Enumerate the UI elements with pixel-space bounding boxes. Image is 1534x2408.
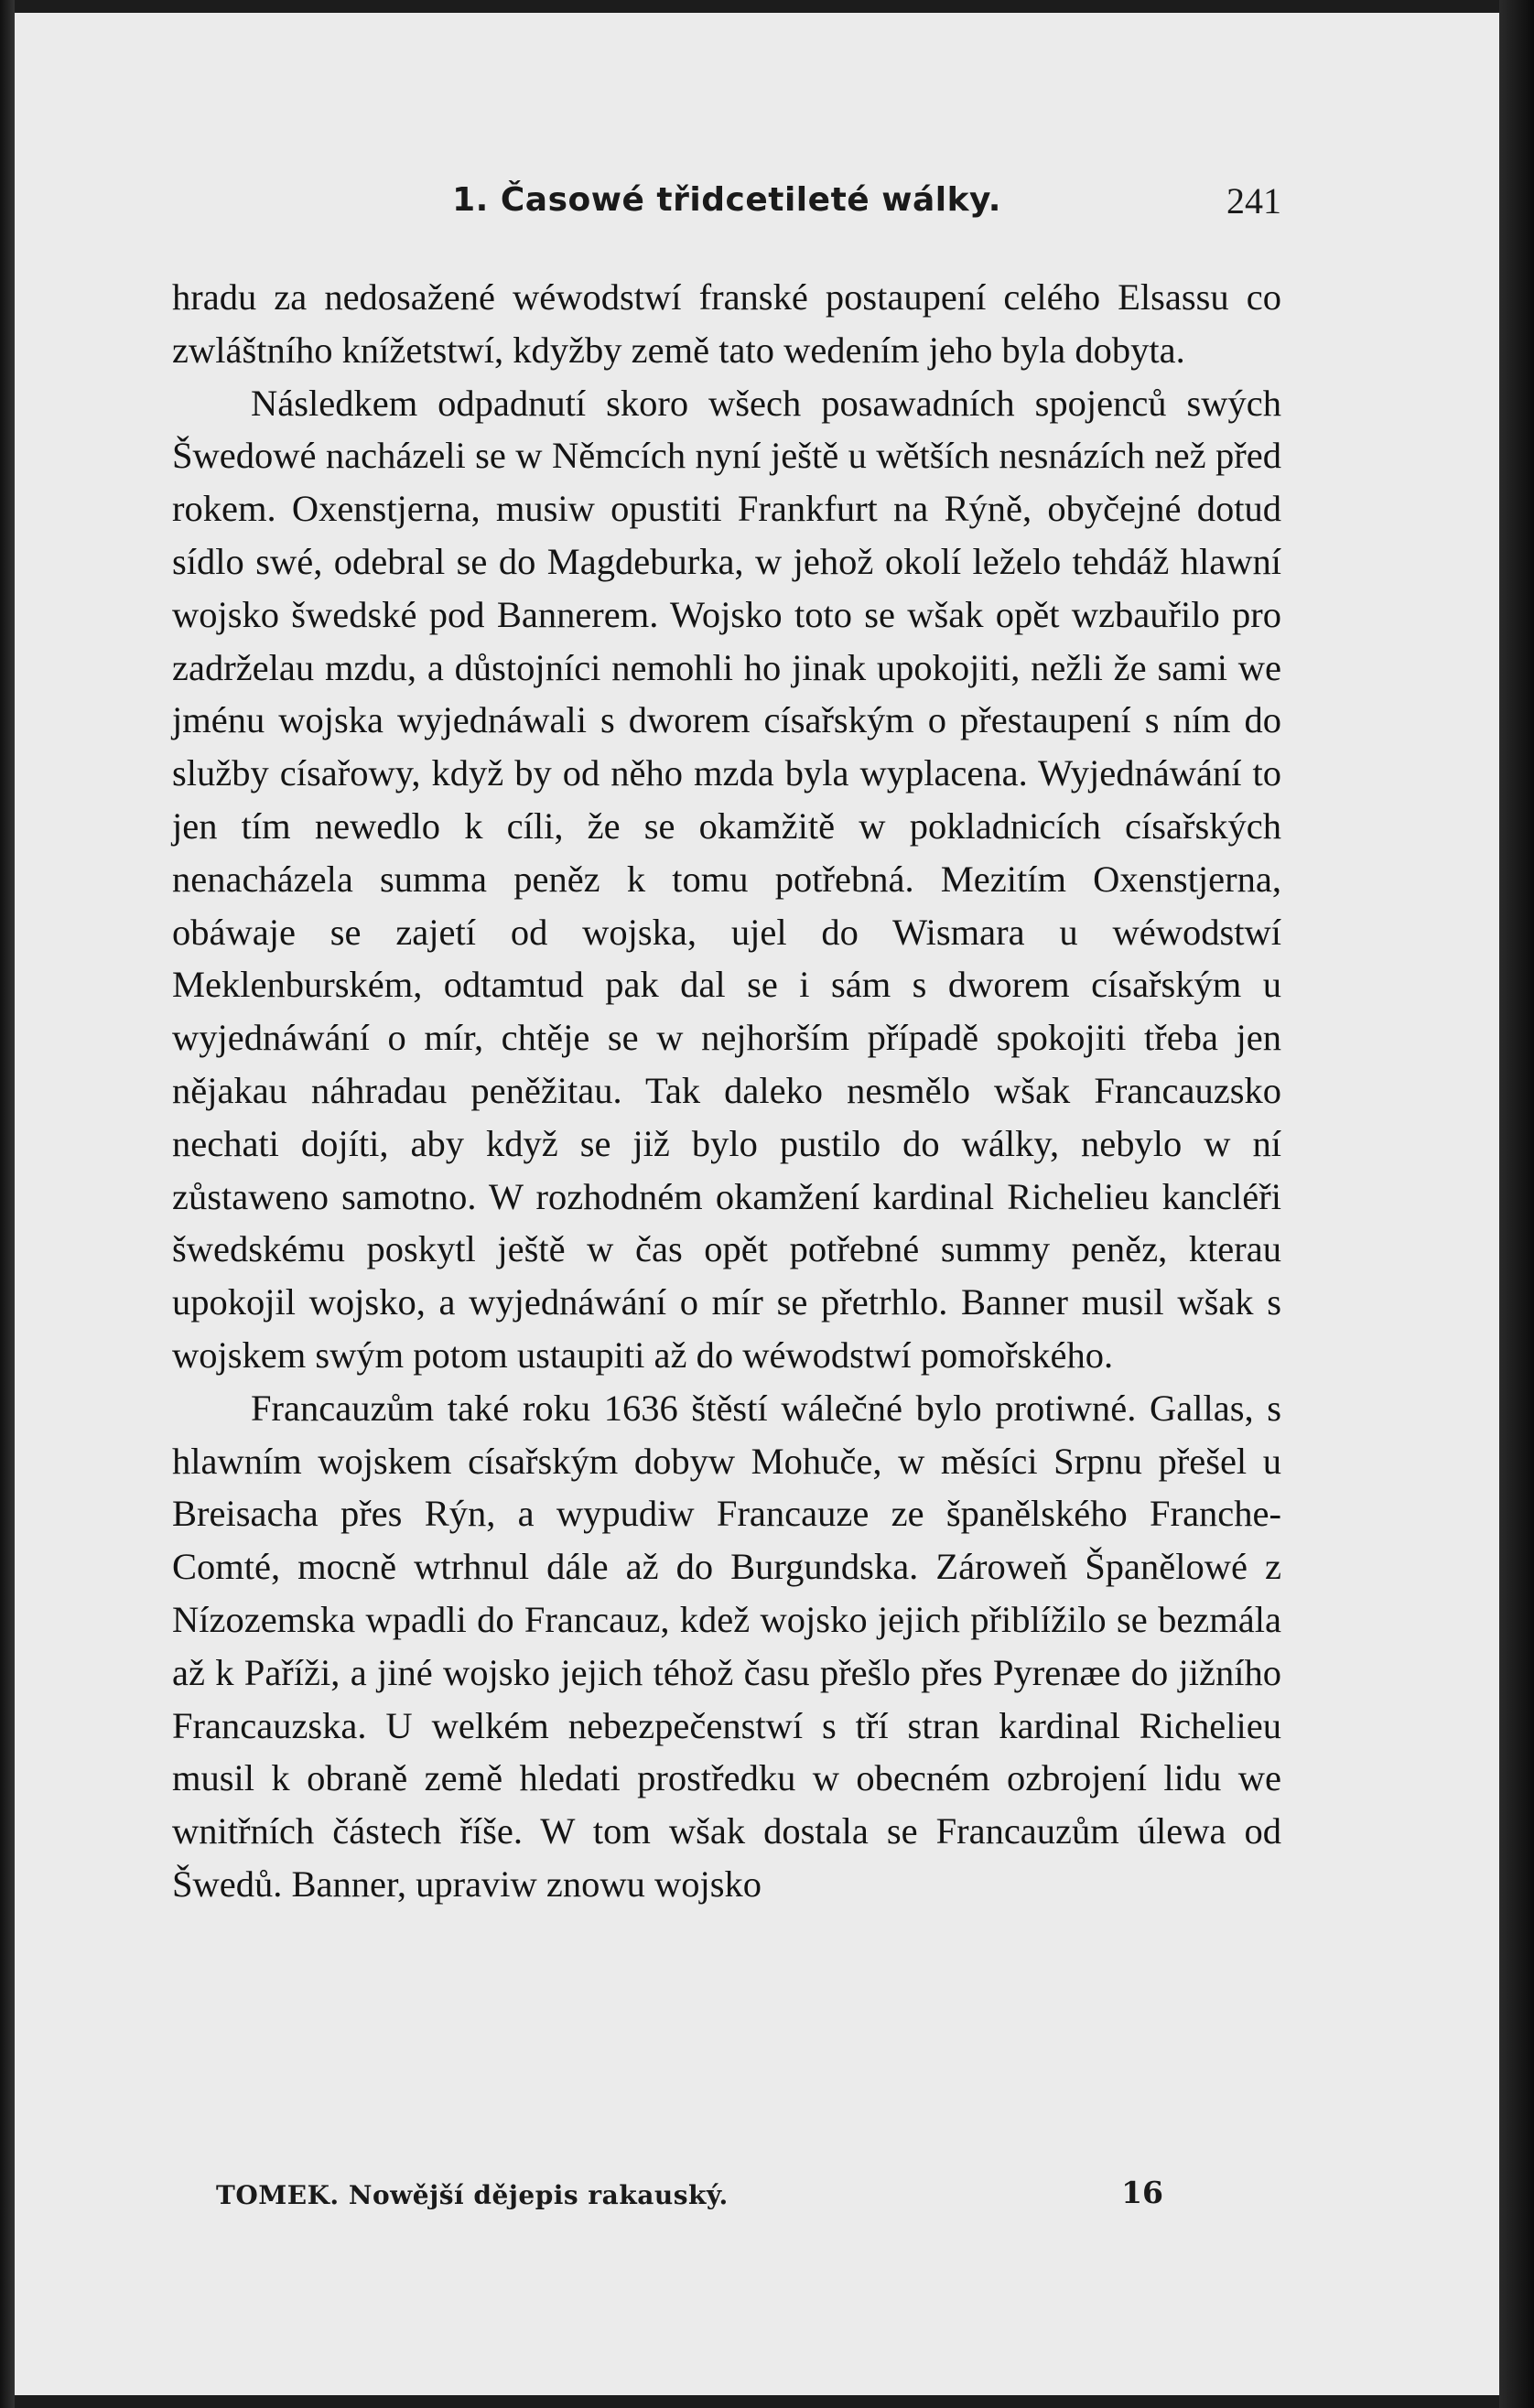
footer-label: TOMEK. Nowější dějepis rakauský.	[216, 2180, 729, 2210]
scan-right-edge	[1499, 0, 1534, 2408]
page-number: 241	[1226, 180, 1281, 221]
chapter-title: 1. Časowé třidcetileté wálky.	[452, 181, 1001, 219]
scan-left-edge	[0, 0, 15, 2408]
paragraph: Následkem odpadnutí skoro wšech posawadních spojenců swých Šwedowé nacházeli se w Němcích nyní ještě u wětších nesnázích než před rokem. Oxenstjerna, musiw opustiti Frankfurt na Rýně, obyčejné dotud sídlo swé, odebral se do Magdeburka, w jehož okolí leželo tehdáž hlawní wojsko šwedské pod Bannerem. Wojsko toto se wšak opět wzbauřilo pro zadrželau mzdu, a důstojníci nemohli ho jinak upokojiti, nežli že sami we jménu wojska wyjednáwali s dworem císařským o přestaupení s ním do služby císařowy, když by od něho mzda byla wyplacena. Wyjednáwání to jen tím newedlo k cíli, že se okamžitě w pokladnicích císařských nenacházela summa peněz k tomu potřebná. Mezitím Oxenstjerna, obáwaje se zajetí od wojska, ujel do Wismara u wéwodstwí Meklenburském, odtamtud pak dal se i sám s dworem císařským u wyjednáwání o mír, chtěje se w nejhorším případě spokojiti třeba jen nějakau náhradau peněžitau. Tak daleko nesmělo wšak Francauzsko nechati dojíti, aby když se již bylo pustilo do wálky, nebylo w ní zůstaweno samotno. W rozhodném okamžení kardinal Richelieu kancléři šwedskému poskytl ještě w čas opět potřebné summy peněz, kterau upokojil wojsko, a wyjednáwání o mír se přetrhlo. Banner musil wšak s wojskem swým potom ustaupiti až do wéwodstwí pomořského.	[172, 382, 1281, 1376]
body-text	[172, 271, 1281, 1911]
page-footer	[216, 2175, 1186, 2220]
paragraph: Francauzům také roku 1636 štěstí wálečné bylo protiwné. Gallas, s hlawním wojskem císařským dobyw Mohuče, w měsíci Srpnu přešel u Breisacha přes Rýn, a wypudiw Francauze ze španělského Franche-Comté, mocně wtrhnul dále až do Burgundska. Zároweň Španělowé z Nízozemska wpadli do Francauz, kdež wojsko jejich přiblížilo se bezmála až k Paříži, a jiné wojsko jejich téhož času přešlo přes Pyrenæe do jižního Francauzska. U welkém nebezpečenstwí s tří stran kardinal Richelieu musil k obraně země hledati prostředku w obecném ozbrojení lidu we wnitřních částech říše. W tom wšak dostala se Francauzům úlewa od Šwedů. Banner, upraviw znowu wojsko	[172, 1387, 1281, 1905]
paragraph: hradu za nedosažené wéwodstwí franské postaupení celého Elsassu co zwláštního knížetstwí, kdyžby země tato wedením jeho byla dobyta.	[172, 276, 1281, 371]
running-head	[172, 174, 1281, 238]
signature-mark: 16	[1121, 2175, 1163, 2210]
